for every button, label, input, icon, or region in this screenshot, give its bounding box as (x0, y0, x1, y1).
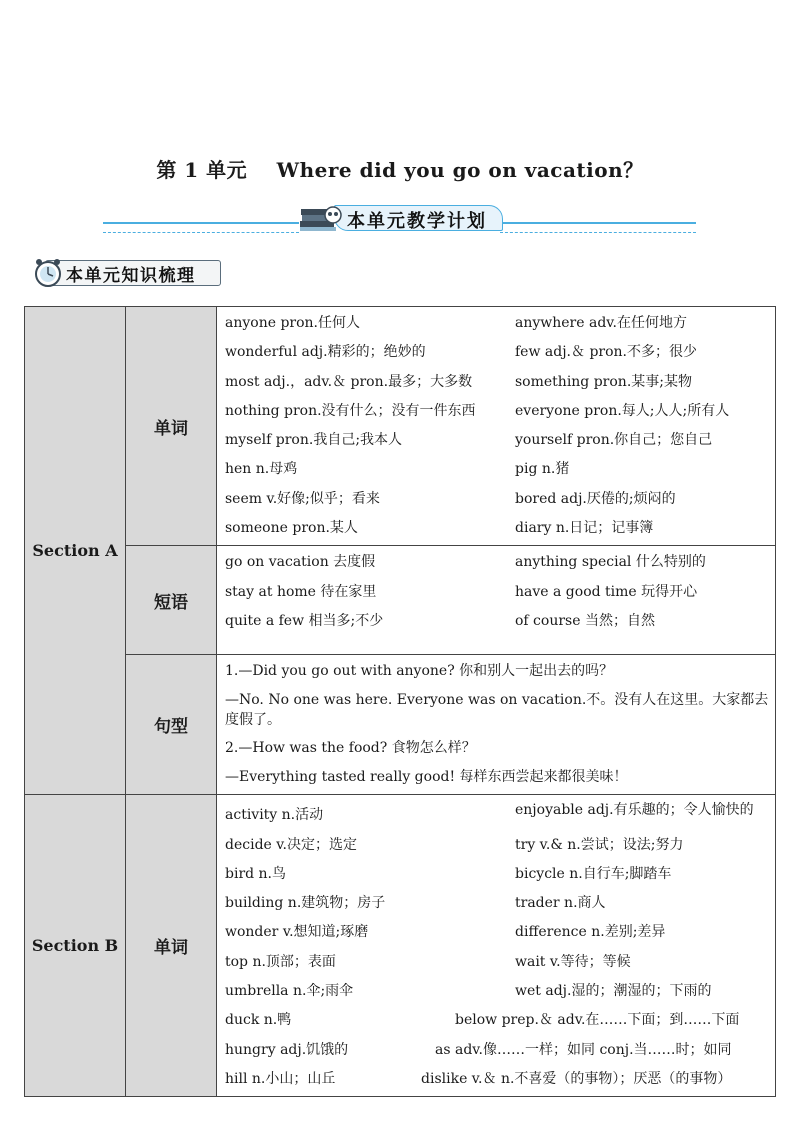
list-item: hungry adj.饥饿的 as adv.像……一样；如同 conj.当……时；如同 (225, 1041, 732, 1058)
list-item: seem v.好像;似乎；看来 bored adj.厌倦的;烦闷的 (225, 490, 676, 507)
knowledge-review-tag (31, 256, 221, 288)
section-a-sentences-row (25, 655, 776, 795)
list-item: umbrella n.伞;雨伞 wet adj.湿的；潮湿的；下雨的 (225, 983, 712, 1000)
section-a-phrases-row (25, 546, 776, 655)
list-item: activity n.活动 enjoyable adj.有乐趣的；令人愉快的 (225, 802, 754, 824)
list-item: nothing pron.没有什么；没有一件东西 everyone pron.每人;人人;所有人 (225, 402, 730, 419)
section-b-words-label: 单词 (126, 795, 217, 1097)
list-item: decide v.决定；选定 try v.& n.尝试；设法;努力 (225, 836, 684, 853)
vocabulary-table (24, 306, 776, 1097)
list-item: building n.建筑物；房子 trader n.商人 (225, 895, 606, 912)
list-item: bird n.鸟 bicycle n.自行车;脚踏车 (225, 865, 672, 882)
sentence: 1.—Did you go out with anyone? 你和别人一起出去的吗？ (225, 663, 614, 680)
section-a-phrases-label: 短语 (126, 546, 217, 655)
tag-box (45, 260, 221, 286)
books-owl-icon (298, 203, 342, 233)
banner-rule-right (500, 222, 696, 233)
section-a-label: Section A (25, 307, 126, 795)
list-item: hill n.小山；山丘 dislike v.＆ n.不喜爱（的事物）；厌恶（的事物） (225, 1070, 732, 1087)
list-item: wonder v.想知道;琢磨 difference n.差别;差异 (225, 924, 666, 941)
section-a-words (217, 307, 776, 546)
unit-title (0, 154, 800, 183)
list-item: wonderful adj.精彩的；绝妙的 few adj.＆ pron.不多；很少 (225, 344, 697, 361)
banner-text: 本单元教学计划 (347, 211, 487, 232)
tag-text: 本单元知识梳理 (66, 266, 196, 286)
section-a-sentences (217, 655, 776, 795)
section-b-words (217, 795, 776, 1097)
section-a-words-label: 单词 (126, 307, 217, 546)
section-a-words-row (25, 307, 776, 546)
section-b-words-row (25, 795, 776, 1097)
teaching-plan-banner (298, 203, 501, 233)
list-item: someone pron.某人 diary n.日记；记事簿 (225, 520, 654, 537)
unit-number: 第 1 单元 (156, 158, 248, 182)
sentence: —No. No one was here. Everyone was on vacation.不。没有人在这里。大家都去度假了。 (225, 692, 769, 729)
list-item: anyone pron.任何人 anywhere adv.在任何地方 (225, 315, 687, 331)
list-item: stay at home 待在家里 have a good time 玩得开心 (225, 583, 698, 600)
section-a-sentences-label: 句型 (126, 655, 217, 795)
banner-plate (334, 205, 503, 231)
list-item: quite a few 相当多;不少 of course 当然；自然 (225, 612, 655, 629)
list-item: top n.顶部；表面 wait v.等待；等候 (225, 953, 631, 970)
list-item: hen n.母鸡 pig n.猪 (225, 461, 570, 478)
section-b-label: Section B (25, 795, 126, 1097)
sentence: —Everything tasted really good! 每样东西尝起来都很美味！ (225, 769, 628, 786)
list-item: duck n.鸭 below prep.＆ adv.在……下面；到……下面 (225, 1012, 740, 1029)
sentence: 2.—How was the food? 食物怎么样？ (225, 740, 476, 757)
list-item: go on vacation 去度假 anything special 什么特别的 (225, 554, 706, 571)
list-item: most adj.，adv.＆ pron.最多；大多数 something pron.某事;某物 (225, 373, 692, 390)
alarm-clock-icon (31, 256, 65, 288)
section-a-phrases (217, 546, 776, 655)
list-item: myself pron.我自己;我本人 yourself pron.你自己；您自己 (225, 432, 713, 449)
banner-rule-left (103, 222, 299, 233)
unit-english-title: Where did you go on vacation？ (276, 158, 644, 182)
